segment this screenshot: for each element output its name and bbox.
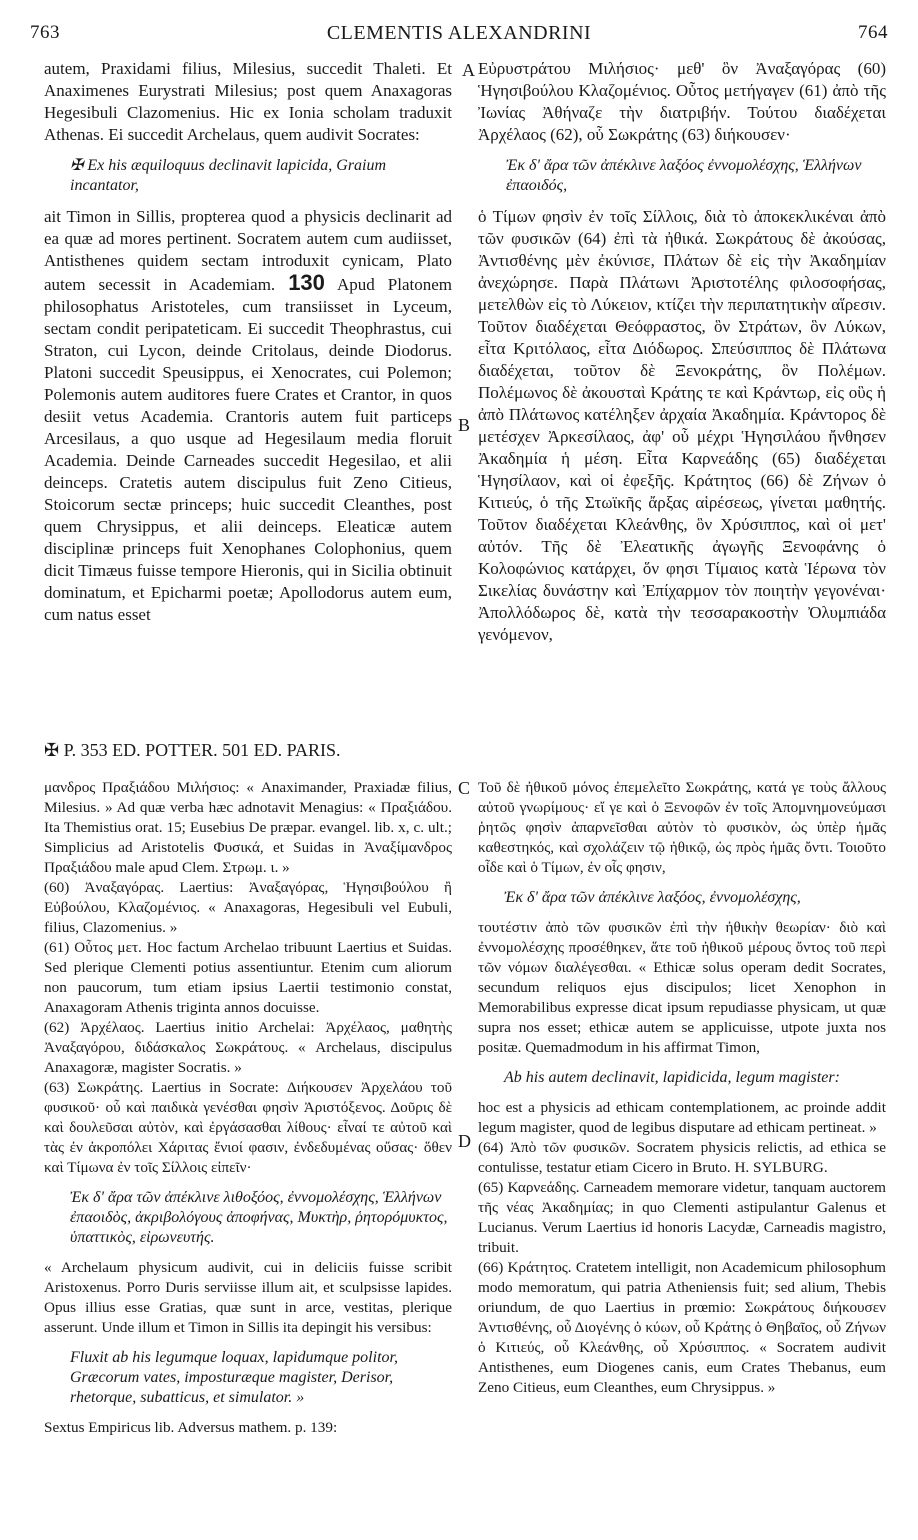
footnote: μανδρος Πραξιάδου Μιλήσιος: « Anaximander, Praxiadæ filius, Milesius. » Ad quæ verba hæc adnotavit Menagius: « Πραξιάδου. Ita Themistius orat. 15; Eusebius De præpar. evangel. lib. x, c. ult.; Simplicius ad Aristotelis Φυσικά, et Suidas in Ἀναξίμανδρος Πραξιάδου male apud Clem. Στρωμ. ι. »	[44, 779, 452, 876]
footnote-64: (64) Ἀπὸ τῶν φυσικῶν. Socratem physicis relictis, ad ethica se contulisse, testatur etiam Cicero in Bruto. H. SYLBURG.	[478, 1139, 886, 1176]
edition-note: ✠ P. 353 ED. POTTER. 501 ED. PARIS.	[44, 740, 341, 760]
footnote-65: (65) Καρνεάδης. Carneadem memorare videtur, tanquam auctorem τῆς νέας Ἀκαδημίας; in quo Clementi astipulantur Galenus et Lucianus. Verum Laertius id honoris Lacydæ, Carneadis magistro, tribuit.	[478, 1179, 886, 1256]
greek-paragraph: Εὐρυστράτου Μιλήσιος· μεθ' ὃν Ἀναξαγόρας (60) Ἡγησιβούλου Κλαζομένιος. Οὗτος μετήγαγεν (61) ἀπὸ τῆς Ἰωνίας Ἀθήναζε τὴν διατριβήν. Τούτου διαδέχεται Ἀρχέλαος (62), οὗ Σωκράτης (63) διήκουσεν·	[478, 59, 886, 144]
latin-text: Apud Platonem philosophatus Aristoteles, cum transiisset in Lyceum, sectam condit peripateticam. Ei succedit Theophrastus, cui Straton, cui Lycon, deinde Critolaus, deinde Diodorus. Platoni succedit Speusippus, ei Xenocrates, cui Polemon; Polemonis autem auditores fuere Crates et Crantor, in quos desiit vetus Academia. Crantoris autem fuit particeps Arcesilaus, a quo usque ad Hegesilaum media floruit Academia. Deinde Carneades succedit Hegesilao, et alii deinceps. Cratetis autem discipulus fuit Zeno Citieus, Stoicorum sectæ princeps; huic succedit Cleanthes, post quem Chrysippus, et alii deinceps. Eleaticæ autem disciplinæ princeps fuit Xenophanes Colophonius, quem dicit Timæus fuisse tempore Hieronis, qui in Sicilia obtinuit dominatum, et Epicharmi poetæ; Apollodorus autem eum, cum natus esset	[44, 275, 452, 624]
footnote-60: (60) Ἀναξαγόρας. Laertius: Ἀναξαγόρας, Ἡγησιβούλου ἢ Εὐβούλου, Κλαζομένιος. « Anaxagoras, Hegesibuli vel Eubuli, filius, Clazomenius. »	[44, 879, 452, 936]
footnote-text: « Archelaum physicum audivit, cui in deliciis fuisse scribit Aristoxenus. Porro Duris serviisse illum ait, et sculpsisse lapides. Opus illius esse Gratias, quæ sunt in arce, vestitas, plerique asserunt. Unde illum et Timon in Sillis ita depingit his versibus:	[44, 1259, 452, 1336]
section-number: 130	[288, 270, 325, 295]
page-number-left: 763	[30, 22, 60, 43]
greek-paragraph: Τοῦ δὲ ἠθικοῦ μόνος ἐπεμελεῖτο Σωκράτης, κατά γε τοὺς ἄλλους αὐτοῦ γνωρίμους· εἴ γε καὶ ὁ Ξενοφῶν ἐν τοῖς Ἀπομνημονεύμασι ῥητῶς φησὶν ἀπαρνεῖσθαι αὐτὸν τὸ φυσικὸν, ὡς ὑπὲρ ἡμᾶς καθεστηκός, καὶ σχολάζειν τῷ ἠθικῷ, ὡς πρὸς ἡμᾶς ὄντι. Τοιοῦτο οἶδε καὶ ὁ Τίμων, ἐν οἷς φησιν,	[478, 779, 886, 876]
footnote-66: (66) Κράτητος. Cratetem intelligit, non Academicum philosophum modo memoratum, qui patria Atheniensis fuit; sed alium, Thebis oriundum, de quo Laertius in prœmio: Σωκράτους διήκουσεν Ἀντισθένης, οὗ Διογένης ὁ κύων, οὗ Κράτης ὁ Θηβαῖος, οὗ Ζήνων ὁ Κιτιεύς, οὗ Κλεάνθης, οὗ Χρύσιππος. « Socratem audivit Antisthenes, eum Diogenes canis, eum Crates Thebanus, eum Zeno Citieus, eum Cleanthes, eum Chrysippus. »	[478, 1259, 886, 1396]
latin-verse: Fluxit ab his legumque loquax, lapidumque politor, Græcorum vates, imposturæque magister, Derisor, rhetorque, subatticus, et simulator. »	[70, 1349, 398, 1406]
footnote-61: (61) Οὗτος μετ. Hoc factum Archelao tribuunt Laertius et Suidas. Sed plerique Clementi potius assentiuntur. Etenim cum aliorum non paucorum, tum etiam ipsius Laertii testimonio constat, Anaxagoram Athenis triginta annos docuisse.	[44, 939, 452, 1016]
latin-paragraph	[44, 206, 452, 626]
latin-verse: ✠ Ex his æquiloquus declinavit lapicida, Graium incantator,	[70, 157, 387, 194]
greek-column-top	[478, 58, 886, 646]
footnote-text: hoc est a physicis ad ethicam contemplationem, ac proinde addit legum magister, quod de legibus disputare ad ethicam pertineat. »	[478, 1099, 886, 1136]
running-title: CLEMENTIS ALEXANDRINI	[326, 22, 592, 44]
latin-column-top	[44, 58, 452, 626]
footnote-text: τουτέστιν ἀπὸ τῶν φυσικῶν ἐπὶ τὴν ἠθικὴν θεωρίαν· διὸ καὶ ἐννομολέσχης προσέθηκεν, ἅτε τοῦ ἠθικοῦ μέρους ὄντος τοῦ περὶ τῶν νόμων διαλέγεσθαι. « Ethicæ solus operam dedit Socrates, secundum reliquos ejus discipulos; licet Xenophon in Memorabilibus expresse dicat ipsum repudiasse physicam, ut quæ supra nos esset; ethicæ autem se applicuisse, utpote juxta nos positæ. Quemadmodum in his affirmat Timon,	[478, 919, 886, 1056]
margin-letter-a: A	[462, 60, 475, 80]
greek-paragraph: ὁ Τίμων φησὶν ἐν τοῖς Σίλλοις, διὰ τὸ ἀποκεκλικέναι ἀπὸ τῶν φυσικῶν (64) ἐπὶ τὰ ἠθικά. Σωκράτους δὲ ἀκούσας, Ἀντισθένης μὲν ἐκύνισε, Πλάτων δὲ εἰς τὴν Ἀκαδημίαν ἀνεχώρησε. Παρὰ Πλάτωνι Ἀριστοτέλης φιλοσοφήσας, μετελθὼν εἰς τὸ Λύκειον, κτίζει τὴν περιπατητικὴν αἵρεσιν. Τοῦτον διαδέχεται Θεόφραστος, ὃν Στράτων, ὃν Λύκων, εἶτα Κριτόλαος, εἶτα Διόδωρος. Σπεύσιππος δὲ Πλάτωνα διαδέχεται, τοῦτον δὲ Ξενοκράτης, ὃν Πολέμων. Πολέμωνος δὲ ἀκουσταὶ Κράτης τε καὶ Κράντωρ, εἰς οὓς ἡ ἀπὸ Πλάτωνος κατέληξεν ἀρχαία Ἀκαδημία. Κράντορος δὲ μετέσχεν Ἀρκεσίλαος, ἀφ' οὗ μέχρι Ἡγησιλάου ἤνθησεν Ἀκαδημία ἡ μέση. Εἶτα Καρνεάδης (65) διαδέχεται Ἡγησίλαον, καὶ οἱ ἐφεξῆς. Κράτητος (66) δὲ Ζήνων ὁ Κιτιεύς, ὁ τῆς Στωϊκῆς ἄρξας αἱρέσεως, γίνεται μαθητής. Τοῦτον διαδέχεται Κλεάνθης, ὃν Χρύσιππος, καὶ οἱ μετ' αὐτόν. Τῆς δὲ Ἐλεατικῆς ἀγωγῆς Ξενοφάνης ὁ Κολοφώνιος κατάρχει, ὅν φησι Τίμαιος κατὰ Ἱέρωνα τὸν Σικελίας δυνάστην καὶ Ἐπίχαρμον τὸν ποιητὴν γεγονέναι· Ἀπολλόδωρος δὲ, κατὰ τὴν τεσσαρακοστὴν Ὀλυμπιάδα γενόμενον,	[478, 207, 886, 644]
notes-column-right	[478, 778, 886, 1398]
latin-text: ait Timon in Sillis, propterea quod a physicis declinarit ad ea quæ ad mores pertinent. Socratem autem cum audiisset, Antisthenes quidem sectam introduxit cynicam, Plato autem secessit in Academiam.	[44, 207, 452, 294]
page-number-right: 764	[858, 22, 888, 43]
greek-verse: Ἐκ δ' ἄρα τῶν ἀπέκλινε λαξόος ἐννομολέσχης, Ἑλλήνων ἐπαοιδός,	[506, 157, 862, 194]
footnote-text: Sextus Empiricus lib. Adversus mathem. p. 139:	[44, 1419, 338, 1436]
latin-verse: Ab his autem declinavit, lapidicida, legum magister:	[504, 1069, 840, 1086]
greek-verse: Ἐκ δ' ἄρα τῶν ἀπέκλινε λιθοξόος, ἐννομολέσχης, Ἑλλήνων ἐπαοιδὸς, ἀκριβολόγους ἀποφήνας, Μυκτὴρ, ῥητορόμυκτος, ὑπαττικὸς, εἰρωνευτής.	[70, 1189, 448, 1246]
margin-letter-c: C	[458, 778, 471, 798]
running-header	[30, 22, 888, 48]
footnote-62: (62) Ἀρχέλαος. Laertius initio Archelai: Ἀρχέλαος, μαθητὴς Ἀναξαγόρου, διδάσκαλος Σωκράτους. « Archelaus, discipulus Anaxagoræ, magister Socratis. »	[44, 1019, 452, 1076]
margin-letter-b: B	[458, 415, 471, 435]
latin-paragraph: autem, Praxidami filius, Milesius, succedit Thaleti. Et Anaximenes Eurystrati Milesius; post quem Anaxagoras Hegesibuli Clazomenius. Hic ex Ionia scholam traduxit Athenas. Ei succedit Archelaus, quem audivit Socrates:	[44, 59, 452, 144]
footnote-63: (63) Σωκράτης. Laertius in Socrate: Διήκουσεν Ἀρχελάου τοῦ φυσικοῦ· οὗ καὶ παιδικὰ γενέσθαι φησὶν Ἀριστόξενος. Δοῦρις δὲ καὶ δουλεῦσαι αὐτὸν, καὶ ἐργάσασθαι λίθους· εἶναί τε αὐτοῦ καὶ τὰς ἐν ἀκροπόλει Χάριτας ἔνιοί φασιν, ἐνδεδυμένας οὔσας· ὅθεν καὶ Τίμωνα ἐν τοῖς Σίλλοις εἰπεῖν·	[44, 1079, 452, 1176]
greek-verse: Ἐκ δ' ἄρα τῶν ἀπέκλινε λαξόος, ἐννομολέσχης,	[504, 889, 801, 906]
margin-letter-d: D	[458, 1131, 471, 1151]
notes-column-left	[44, 778, 452, 1438]
